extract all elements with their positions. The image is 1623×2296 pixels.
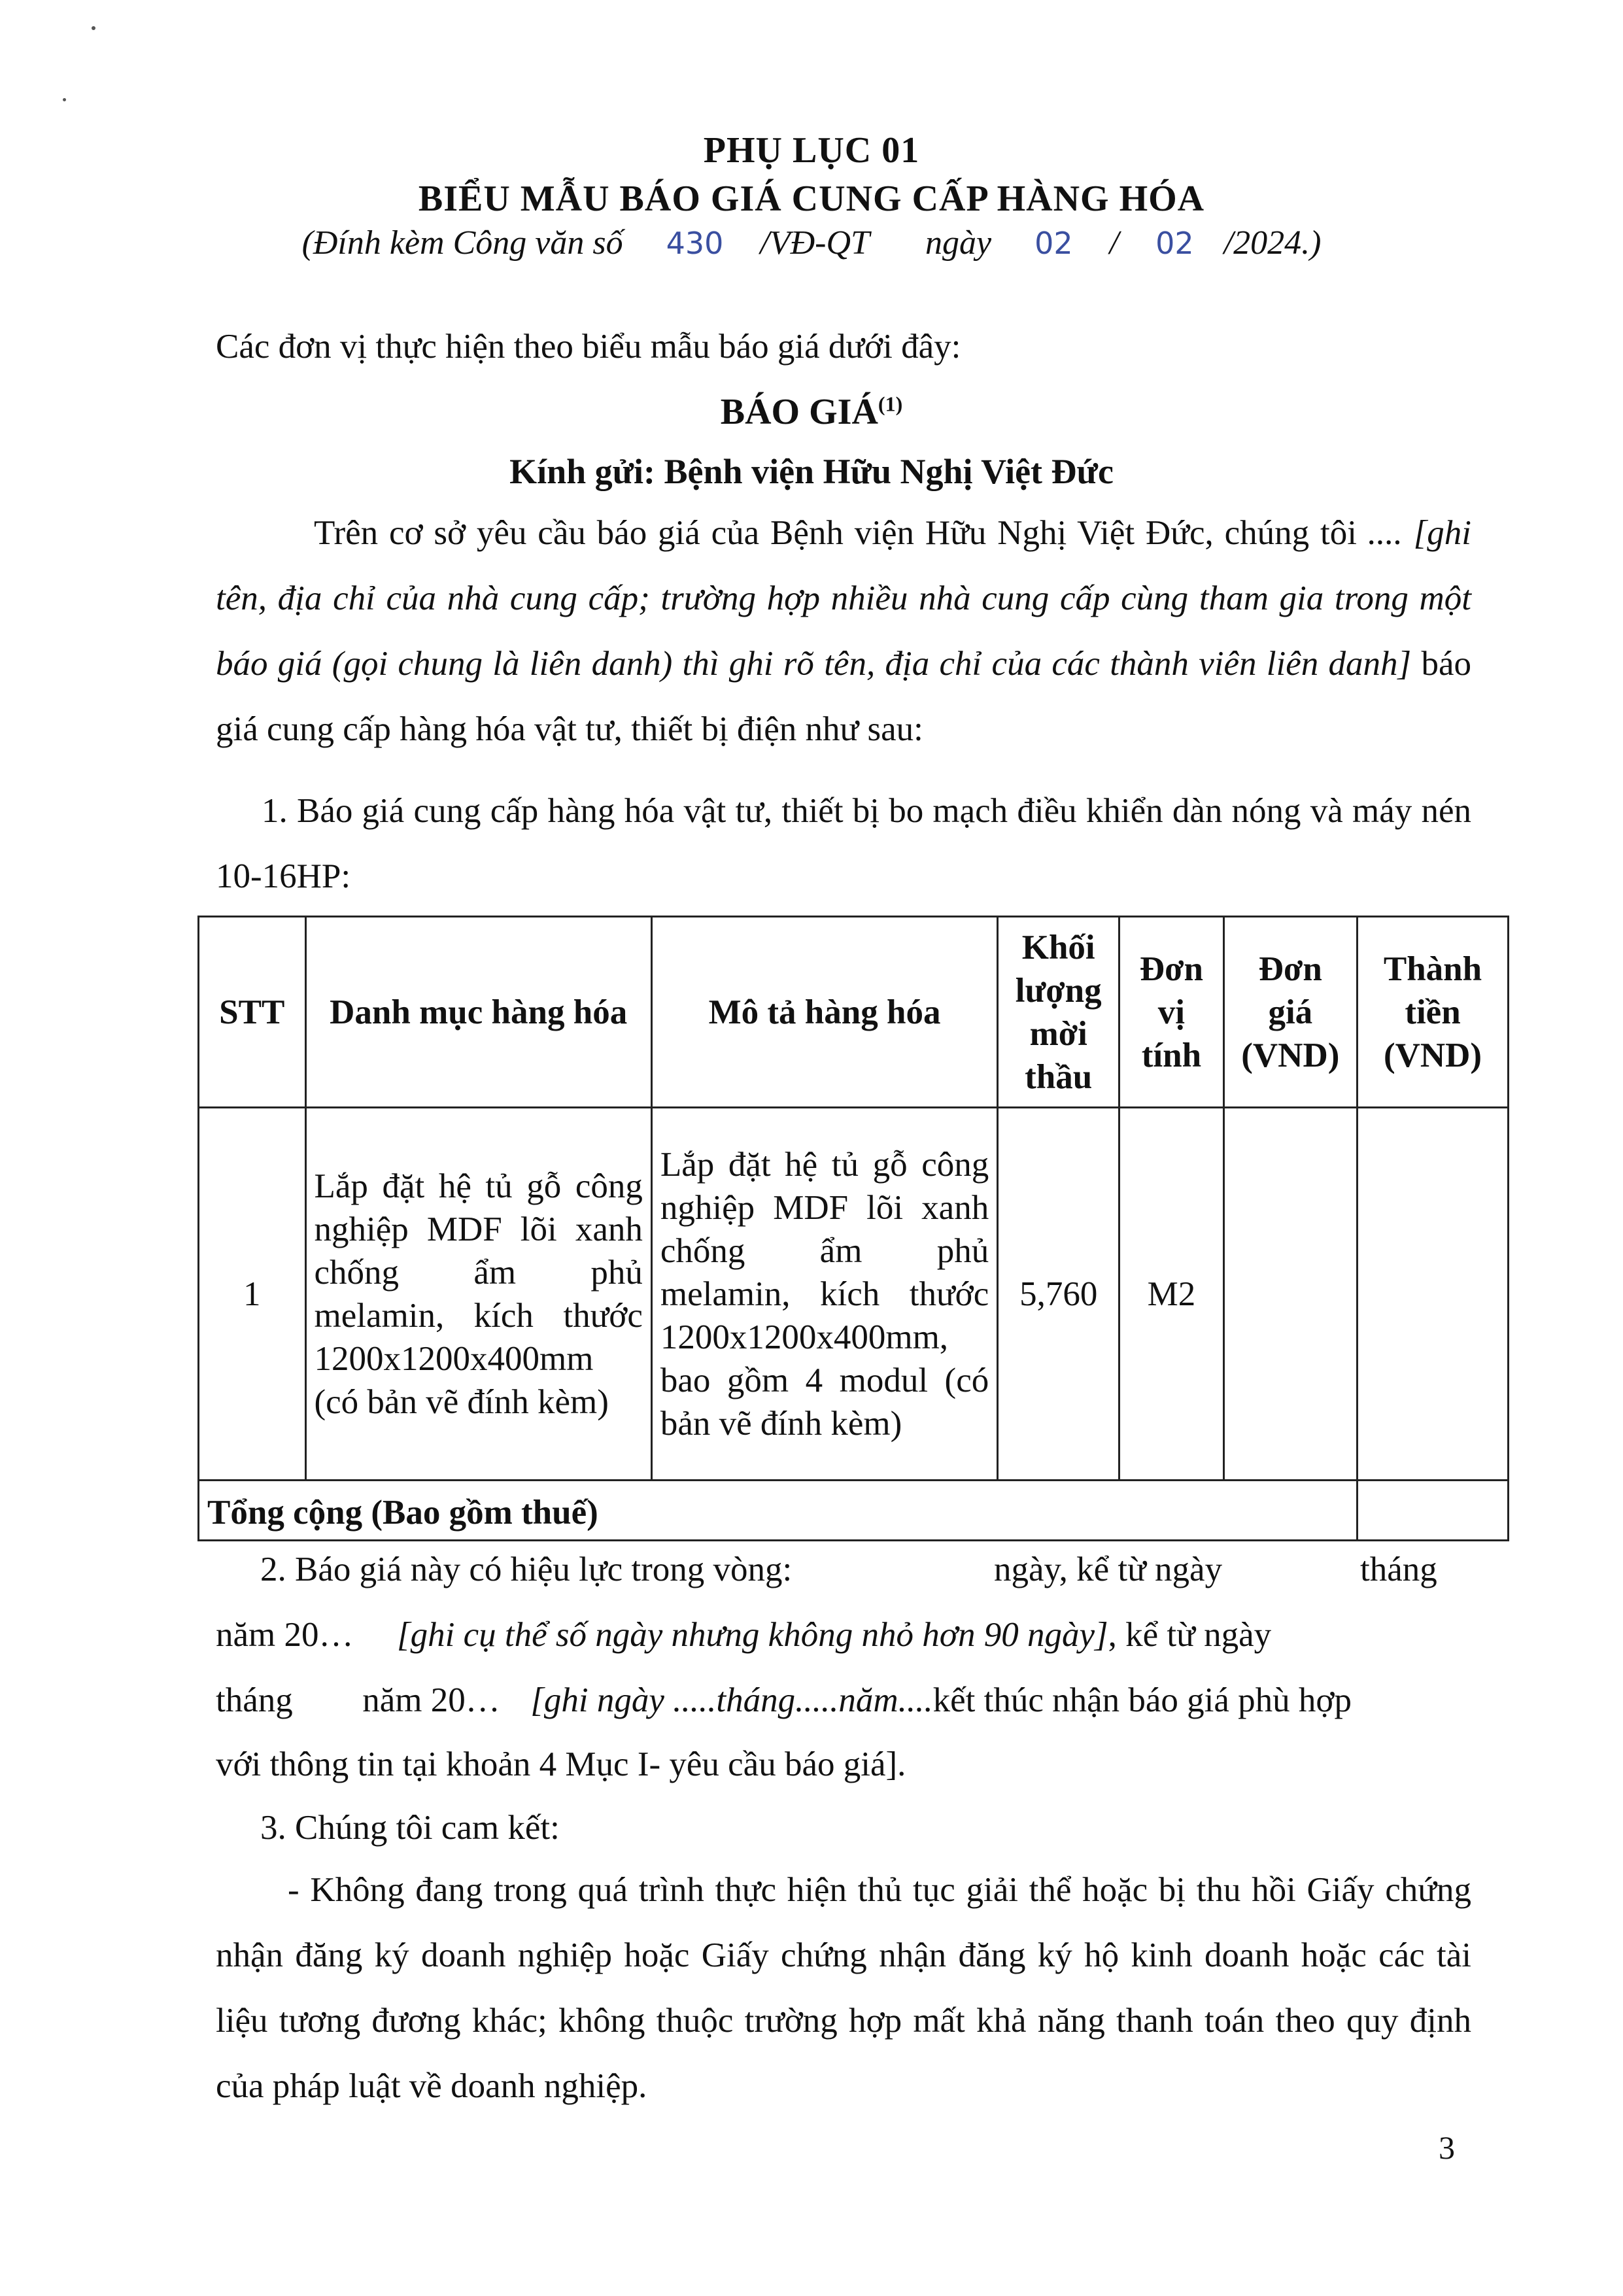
- total-label: Tổng cộng (Bao gồm thuế): [199, 1481, 1358, 1541]
- header-price-label: Đơn giá: [1258, 950, 1322, 1031]
- table-header-row: [199, 917, 1509, 1108]
- attachment-prefix: (Đính kèm Công văn số: [301, 224, 623, 262]
- section2-line3a: tháng: [216, 1681, 293, 1719]
- section3-commit1: - Không đang trong quá trình thực hiện thủ tục giải thể hoặc bị thu hồi Giấy chứng nhận đăng ký doanh nghiệp hoặc Giấy chứng nhận đăng ký hộ kinh doanh hoặc các tài liệu tương đương khác; không thuộc trường hợp mất khả năng thanh toán theo quy định của pháp luật về doanh nghiệp.: [216, 1871, 1471, 2105]
- header-total: [1358, 917, 1509, 1108]
- page-number: 3: [1439, 2129, 1455, 2166]
- handwritten-month: 02: [1155, 226, 1194, 261]
- body-paragraph: [216, 500, 1471, 762]
- handwritten-doc-number: 430: [666, 226, 724, 261]
- header-unit: Đơn vị tính: [1119, 917, 1223, 1108]
- header-desc: Mô tả hàng hóa: [651, 917, 997, 1108]
- section2-line1c: tháng: [1360, 1551, 1437, 1588]
- year-suffix: /2024.): [1223, 224, 1322, 262]
- quote-title-footnote: (1): [878, 392, 903, 416]
- addressee: Kính gửi: Bệnh viện Hữu Nghị Việt Đức: [509, 452, 1114, 491]
- scan-speck: [92, 26, 95, 30]
- table-total-row: [199, 1481, 1509, 1541]
- table-row: [199, 1108, 1509, 1481]
- appendix-title: PHỤ LỤC 01: [703, 130, 920, 171]
- section2-line2a: năm 20…: [216, 1616, 354, 1654]
- scan-speck: [63, 98, 66, 101]
- handwritten-day: 02: [1034, 226, 1073, 261]
- header-total-unit: (VND): [1383, 1036, 1482, 1074]
- section2-line3: [216, 1681, 1352, 1720]
- cell-qty: 5,760: [998, 1108, 1119, 1481]
- body-tail: báo giá cung cấp hàng hóa vật tư, thiết bị điện như sau:: [216, 645, 1471, 748]
- attachment-line: [0, 224, 1623, 262]
- form-title: BIỂU MẪU BÁO GIÁ CUNG CẤP HÀNG HÓA: [418, 179, 1205, 219]
- intro-text: Các đơn vị thực hiện theo biểu mẫu báo giá dưới đây:: [216, 328, 961, 366]
- header-price-unit: (VND): [1241, 1036, 1340, 1074]
- header-price: [1223, 917, 1357, 1108]
- cell-item: Lắp đặt hệ tủ gỗ công nghiệp MDF lõi xanh chống ẩm phủ melamin, kích thước 1200x1200x400mm (có bản vẽ đính kèm): [305, 1108, 651, 1481]
- section3-heading: 3. Chúng tôi cam kết:: [260, 1809, 560, 1847]
- header-qty: Khối lượng mời thầu: [998, 917, 1119, 1108]
- cell-unit: M2: [1119, 1108, 1223, 1481]
- section2-line2b: [ghi cụ thể số ngày nhưng không nhỏ hơn 90 ngày]: [397, 1616, 1108, 1654]
- section1-text: 1. Báo giá cung cấp hàng hóa vật tư, thiết bị bo mạch điều khiển dàn nóng và máy nén 10-16HP:: [216, 792, 1471, 895]
- section2-line3c: [ghi ngày .....tháng.....năm....: [530, 1681, 933, 1719]
- body-lead: Trên cơ sở yêu cầu báo giá của Bệnh viện Hữu Nghị Việt Đức, chúng tôi: [314, 514, 1357, 552]
- section2-line1a: 2. Báo giá này có hiệu lực trong vòng:: [260, 1551, 793, 1588]
- cell-desc: Lắp đặt hệ tủ gỗ công nghiệp MDF lõi xanh chống ẩm phủ melamin, kích thước 1200x1200x400mm, bao gồm 4 modul (có bản vẽ đính kèm): [651, 1108, 997, 1481]
- header-total-label: Thành tiền: [1383, 950, 1482, 1031]
- cell-price: [1223, 1108, 1357, 1481]
- doc-code: /VĐ-QT: [760, 224, 870, 262]
- section2-line1b: ngày, kể từ ngày: [994, 1551, 1223, 1588]
- section2-line3b: năm 20…: [362, 1681, 500, 1719]
- header-stt: STT: [199, 917, 306, 1108]
- quote-table: [197, 916, 1509, 1541]
- total-value: [1358, 1481, 1509, 1541]
- body-italic: .... [ghi tên, địa chỉ của nhà cung cấp; trường hợp nhiều nhà cung cấp cùng tham gia trong một báo giá (gọi chung là liên danh) thì ghi rõ tên, địa chỉ của các thành viên liên danh]: [216, 514, 1472, 683]
- quote-title: [0, 391, 1623, 433]
- section2-line4: với thông tin tại khoản 4 Mục I- yêu cầu báo giá].: [216, 1745, 906, 1783]
- section2-line3d: kết thúc nhận báo giá phù hợp: [932, 1681, 1352, 1719]
- section2-line2c: , kể từ ngày: [1108, 1616, 1272, 1654]
- cell-total: [1358, 1108, 1509, 1481]
- quote-title-text: BÁO GIÁ: [720, 392, 878, 432]
- header-item: Danh mục hàng hóa: [305, 917, 651, 1108]
- date-separator: /: [1109, 224, 1119, 262]
- section2-line2: [216, 1615, 1271, 1654]
- date-word: ngày: [925, 224, 992, 262]
- cell-stt: 1: [199, 1108, 306, 1481]
